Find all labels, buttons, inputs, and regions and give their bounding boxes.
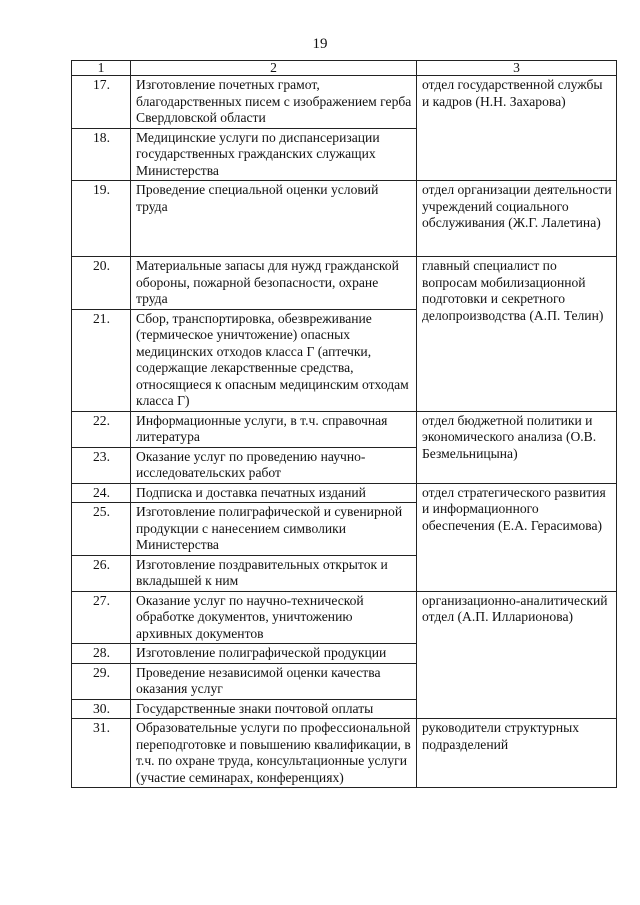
responsible-unit: отдел бюджетной политики и экономического анализа (О.В. Безмельницына) xyxy=(417,411,617,483)
service-name: Оказание услуг по проведению научно-исследовательских работ xyxy=(131,447,417,483)
service-name: Оказание услуг по научно-технической обработке документов, уничтожению архивных документов xyxy=(131,591,417,644)
table-row xyxy=(72,76,617,129)
responsible-unit: отдел государственной службы и кадров (Н.Н. Захарова) xyxy=(417,76,617,181)
row-number: 20. xyxy=(72,257,131,310)
row-number: 22. xyxy=(72,411,131,447)
service-name: Проведение специальной оценки условий труда xyxy=(131,181,417,257)
service-name: Изготовление полиграфической продукции xyxy=(131,644,417,664)
service-name: Изготовление почетных грамот, благодарственных писем с изображением герба Свердловской области xyxy=(131,76,417,129)
header-col-3: 3 xyxy=(417,61,617,76)
service-name: Государственные знаки почтовой оплаты xyxy=(131,699,417,719)
row-number: 26. xyxy=(72,555,131,591)
table-row xyxy=(72,591,617,644)
table-row xyxy=(72,719,617,788)
service-name: Материальные запасы для нужд гражданской обороны, пожарной безопасности, охране труда xyxy=(131,257,417,310)
row-number: 27. xyxy=(72,591,131,644)
row-number: 25. xyxy=(72,503,131,556)
row-number: 29. xyxy=(72,663,131,699)
table-row xyxy=(72,257,617,310)
service-name: Информационные услуги, в т.ч. справочная литература xyxy=(131,411,417,447)
row-number: 19. xyxy=(72,181,131,257)
service-name: Изготовление полиграфической и сувенирной продукции с нанесением символики Министерства xyxy=(131,503,417,556)
responsible-unit: главный специалист по вопросам мобилизационной подготовки и секретного делопроизводства (А.П. Телин) xyxy=(417,257,617,412)
service-name: Сбор, транспортировка, обезвреживание (термическое уничтожение) опасных медицинских отходов класса Г (аптечки, содержащие лекарственные средства, относящиеся к опасным медицинским отходам класса Г) xyxy=(131,309,417,411)
row-number: 31. xyxy=(72,719,131,788)
responsible-unit: отдел организации деятельности учреждений социального обслуживания (Ж.Г. Лалетина) xyxy=(417,181,617,257)
header-col-2: 2 xyxy=(131,61,417,76)
service-name: Подписка и доставка печатных изданий xyxy=(131,483,417,503)
row-number: 18. xyxy=(72,128,131,181)
row-number: 17. xyxy=(72,76,131,129)
table-row xyxy=(72,181,617,257)
responsible-unit: организационно-аналитический отдел (А.П. Илларионова) xyxy=(417,591,617,719)
row-number: 24. xyxy=(72,483,131,503)
responsible-unit: руководители структурных подразделений xyxy=(417,719,617,788)
service-name: Проведение независимой оценки качества оказания услуг xyxy=(131,663,417,699)
header-col-1: 1 xyxy=(72,61,131,76)
row-number: 21. xyxy=(72,309,131,411)
service-name: Образовательные услуги по профессиональной переподготовке и повышению квалификации, в т.ч. по охране труда, консультационные услуги (участие семинарах, конференциях) xyxy=(131,719,417,788)
table-row xyxy=(72,483,617,503)
service-name: Изготовление поздравительных открыток и вкладышей к ним xyxy=(131,555,417,591)
row-number: 28. xyxy=(72,644,131,664)
header-row xyxy=(72,61,617,76)
page-number: 19 xyxy=(312,36,328,52)
table-row xyxy=(72,411,617,447)
row-number: 30. xyxy=(72,699,131,719)
services-table xyxy=(71,60,617,788)
responsible-unit: отдел стратегического развития и информационного обеспечения (Е.А. Герасимова) xyxy=(417,483,617,591)
service-name: Медицинские услуги по диспансеризации государственных гражданских служащих Министерства xyxy=(131,128,417,181)
row-number: 23. xyxy=(72,447,131,483)
